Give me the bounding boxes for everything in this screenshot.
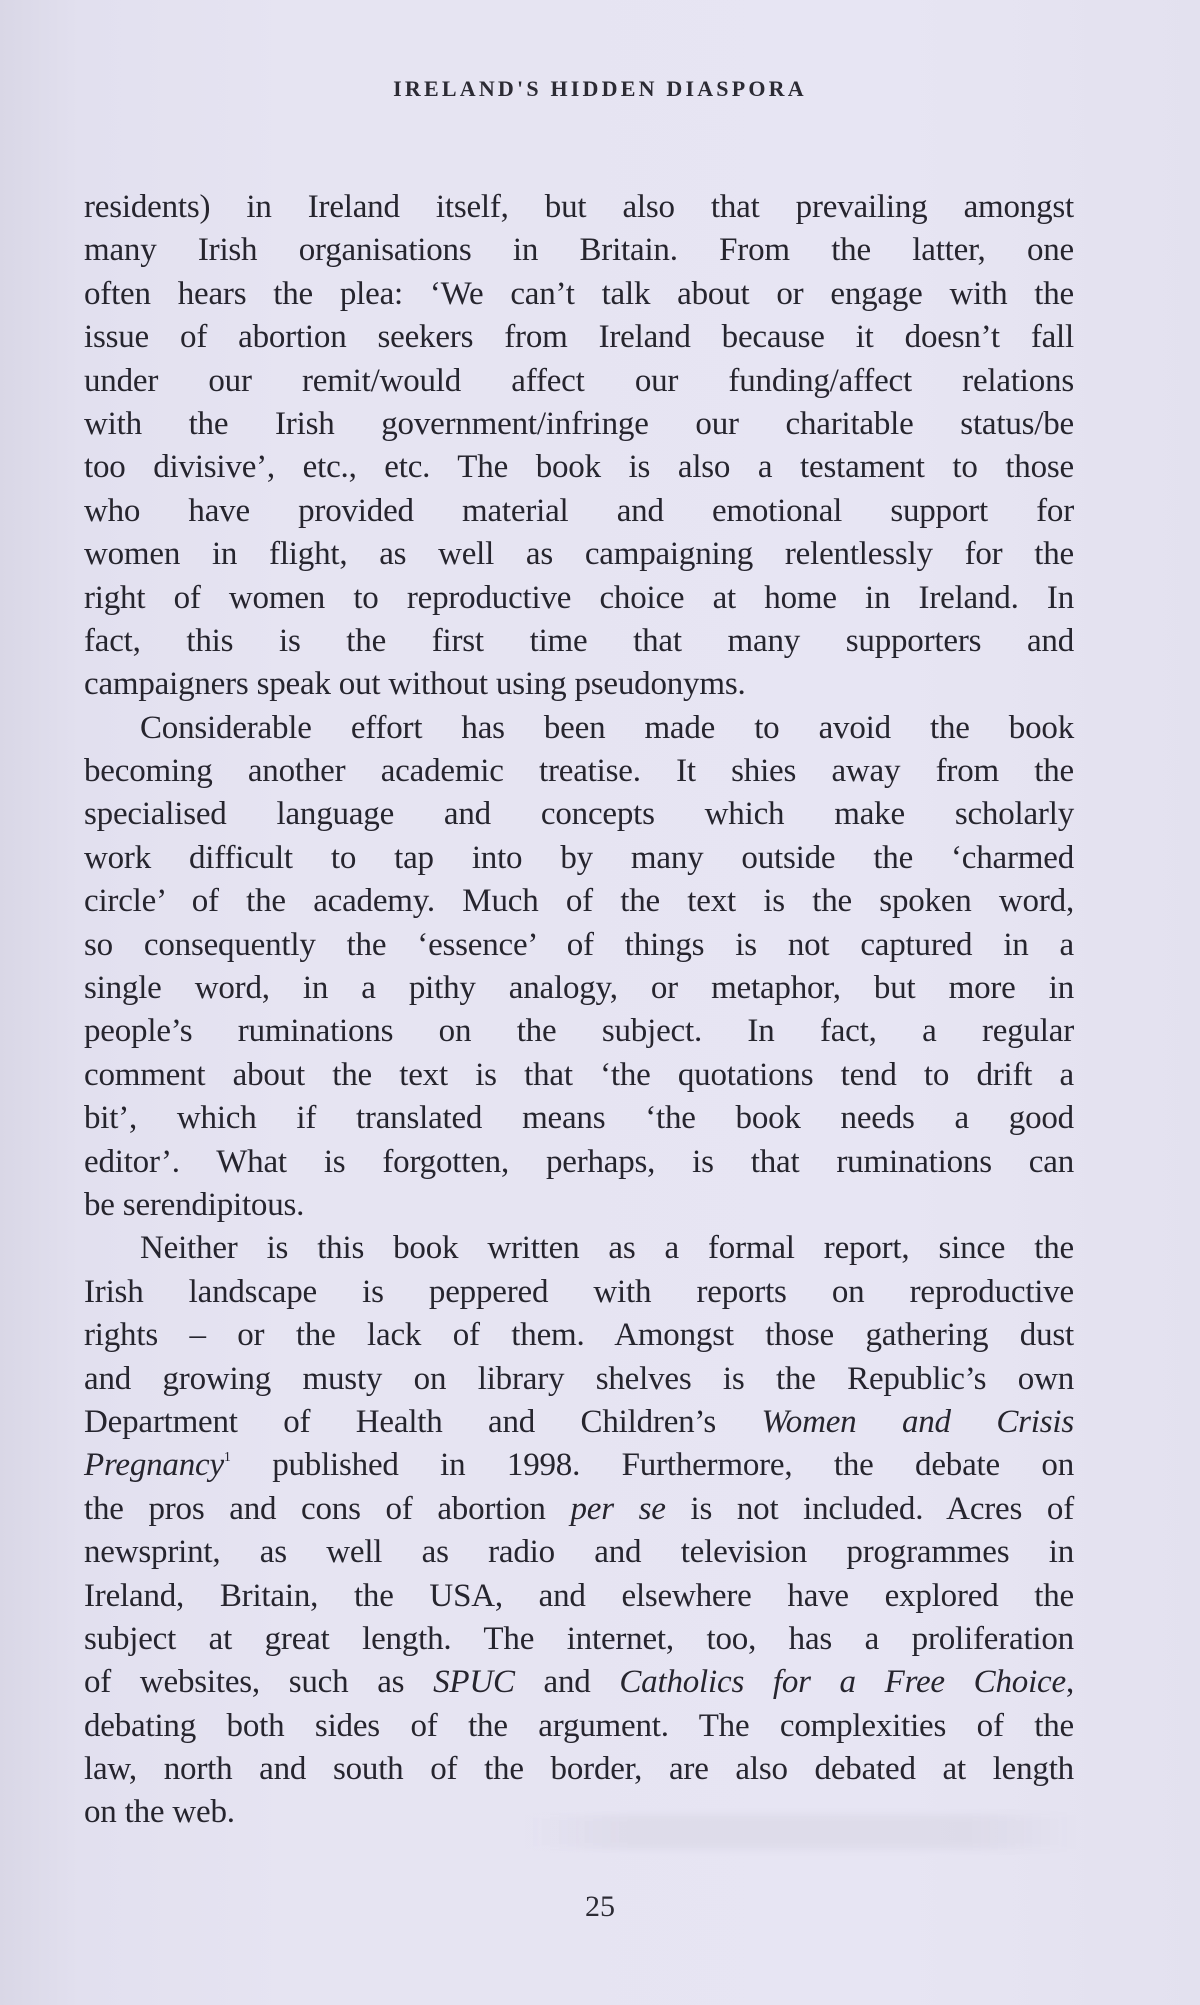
text-line xyxy=(84,1097,1074,1140)
text-segment: with the Irish government/infringe our charitable status/be xyxy=(84,405,1074,442)
footnote-marker: 1 xyxy=(223,1450,231,1466)
text-line xyxy=(84,490,1074,533)
paragraph xyxy=(84,1227,1074,1834)
text-segment: Considerable effort has been made to avoid the book xyxy=(140,709,1074,746)
text-segment: too divisive’, etc., etc. The book is also a testament to those xyxy=(84,449,1074,486)
text-line xyxy=(84,1748,1074,1791)
text-segment: circle’ of the academy. Much of the text is the spoken word, xyxy=(84,883,1074,920)
text-line xyxy=(84,620,1074,663)
text-segment: rights – or the lack of them. Amongst those gathering dust xyxy=(84,1317,1074,1354)
text-segment: editor’. What is forgotten, perhaps, is that ruminations can xyxy=(84,1143,1074,1180)
text-segment: newsprint, as well as radio and television programmes in xyxy=(84,1534,1074,1571)
text-segment: campaigners speak out without using pseudonyms. xyxy=(84,666,746,703)
text-line xyxy=(84,1314,1074,1357)
text-segment: so consequently the ‘essence’ of things is not captured in a xyxy=(84,926,1074,963)
text-line xyxy=(84,1575,1074,1618)
text-segment: on the web. xyxy=(84,1794,235,1831)
text-segment: single word, in a pithy analogy, or metaphor, but more in xyxy=(84,970,1074,1007)
text-segment: bit’, which if translated means ‘the book needs a good xyxy=(84,1100,1074,1137)
text-line xyxy=(84,1661,1074,1704)
text-segment: work difficult to tap into by many outside the ‘charmed xyxy=(84,839,1074,876)
text-line xyxy=(84,1358,1074,1401)
text-line xyxy=(84,924,1074,967)
text-segment: published in 1998. Furthermore, the debate on xyxy=(230,1447,1074,1484)
text-segment: who have provided material and emotional support for xyxy=(84,492,1074,529)
text-line xyxy=(84,1618,1074,1661)
text-segment: Irish landscape is peppered with reports on reproductive xyxy=(84,1273,1074,1310)
text-segment: fact, this is the first time that many supporters and xyxy=(84,622,1074,659)
text-line xyxy=(84,1227,1074,1270)
text-line xyxy=(84,880,1074,923)
page-number: 25 xyxy=(585,1890,615,1923)
text-segment: of websites, such as xyxy=(84,1664,434,1701)
text-line xyxy=(84,533,1074,576)
text-segment: often hears the plea: ‘We can’t talk about or engage with the xyxy=(84,275,1074,312)
text-segment: is not included. Acres of xyxy=(665,1490,1074,1527)
text-line xyxy=(84,750,1074,793)
text-line xyxy=(84,577,1074,620)
italic-text: per se xyxy=(570,1490,666,1527)
text-line xyxy=(84,663,1074,706)
text-segment: specialised language and concepts which make scholarly xyxy=(84,796,1074,833)
text-line xyxy=(84,316,1074,359)
text-line xyxy=(84,403,1074,446)
italic-text: Pregnancy xyxy=(84,1447,224,1484)
text-line xyxy=(84,1401,1074,1444)
text-segment: issue of abortion seekers from Ireland because it doesn’t fall xyxy=(84,319,1074,356)
text-line xyxy=(84,229,1074,272)
text-segment: Neither is this book written as a formal report, since the xyxy=(140,1230,1074,1267)
text-segment: be serendipitous. xyxy=(84,1186,305,1223)
text-segment: becoming another academic treatise. It shies away from the xyxy=(84,753,1074,790)
text-line xyxy=(84,360,1074,403)
text-line xyxy=(84,837,1074,880)
text-line xyxy=(84,967,1074,1010)
text-line xyxy=(84,1054,1074,1097)
text-line xyxy=(84,273,1074,316)
running-header: IRELAND'S HIDDEN DIASPORA xyxy=(393,76,807,101)
body-text xyxy=(84,186,1074,1835)
text-line xyxy=(84,186,1074,229)
text-segment: and growing musty on library shelves is the Republic’s own xyxy=(84,1360,1074,1397)
text-line xyxy=(84,707,1074,750)
text-segment: , xyxy=(1065,1664,1074,1701)
text-segment: Department of Health and Children’s xyxy=(84,1403,762,1440)
text-line xyxy=(84,1705,1074,1748)
text-segment: Ireland, Britain, the USA, and elsewhere have explored the xyxy=(84,1577,1074,1614)
text-segment: and xyxy=(514,1664,620,1701)
text-segment: right of women to reproductive choice at home in Ireland. In xyxy=(84,579,1074,616)
text-line xyxy=(84,1488,1074,1531)
text-segment: women in flight, as well as campaigning relentlessly for the xyxy=(84,536,1074,573)
paragraph xyxy=(84,186,1074,707)
text-segment: law, north and south of the border, are also debated at length xyxy=(84,1751,1074,1788)
text-segment: subject at great length. The internet, too, has a proliferation xyxy=(84,1620,1074,1657)
italic-text: SPUC xyxy=(433,1664,515,1701)
text-segment: the pros and cons of abortion xyxy=(84,1490,571,1527)
text-segment: debating both sides of the argument. The complexities of the xyxy=(84,1707,1074,1744)
italic-text: Women and Crisis xyxy=(761,1403,1074,1440)
text-segment: under our remit/would affect our funding/affect relations xyxy=(84,362,1074,399)
text-line xyxy=(84,793,1074,836)
text-line xyxy=(84,1531,1074,1574)
italic-text: Catholics for a Free Choice xyxy=(619,1664,1066,1701)
text-line xyxy=(84,446,1074,489)
text-line xyxy=(84,1010,1074,1053)
text-line xyxy=(84,1444,1074,1487)
text-segment: many Irish organisations in Britain. From the latter, one xyxy=(84,232,1074,269)
text-line xyxy=(84,1141,1074,1184)
text-segment: people’s ruminations on the subject. In fact, a regular xyxy=(84,1013,1074,1050)
text-segment: residents) in Ireland itself, but also that prevailing amongst xyxy=(84,189,1074,225)
text-line xyxy=(84,1271,1074,1314)
paragraph xyxy=(84,707,1074,1228)
text-line xyxy=(84,1184,1074,1227)
show-through-shadow xyxy=(520,1815,1080,1849)
text-segment: comment about the text is that ‘the quotations tend to drift a xyxy=(84,1056,1074,1093)
